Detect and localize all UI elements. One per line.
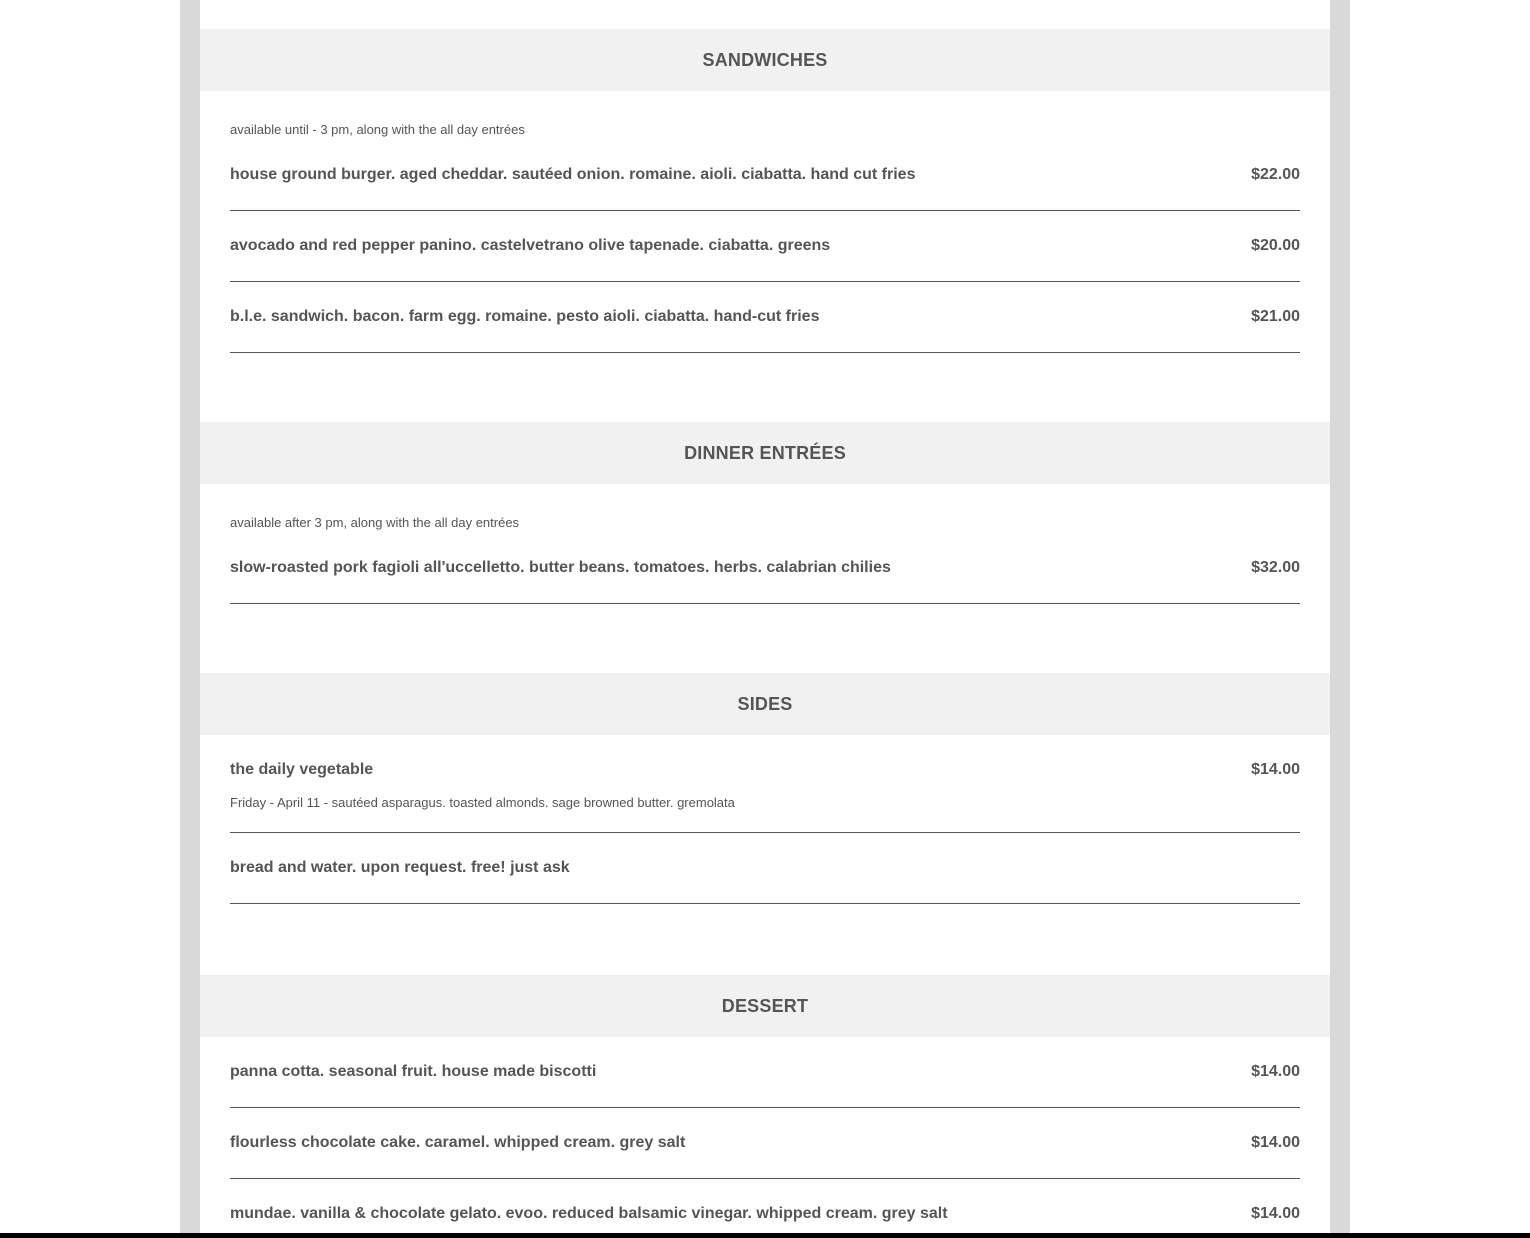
menu-item bbox=[230, 833, 1300, 904]
menu-item-price: $32.00 bbox=[1251, 559, 1300, 576]
menu-item-price: $14.00 bbox=[1251, 1063, 1300, 1080]
menu-item-price: $22.00 bbox=[1251, 166, 1300, 183]
menu-item-row bbox=[230, 533, 1300, 603]
menu-item-row bbox=[230, 1108, 1300, 1178]
menu-item bbox=[230, 140, 1300, 211]
menu-section-dinner-entrees bbox=[200, 422, 1330, 604]
menu-item-row bbox=[230, 1179, 1300, 1233]
menu-item-name: avocado and red pepper panino. castelvetrano olive tapenade. ciabatta. greens bbox=[230, 237, 831, 254]
menu-item bbox=[230, 1179, 1300, 1233]
section-items bbox=[200, 120, 1330, 353]
menu-item bbox=[230, 211, 1300, 282]
menu-item-name: mundae. vanilla & chocolate gelato. evoo. reduced balsamic vinegar. whipped cream. grey salt bbox=[230, 1205, 948, 1222]
section-title: DESSERT bbox=[200, 975, 1330, 1037]
menu-item-name: flourless chocolate cake. caramel. whipped cream. grey salt bbox=[230, 1134, 686, 1151]
section-items bbox=[200, 513, 1330, 604]
menu-item-price: $14.00 bbox=[1251, 1134, 1300, 1151]
menu-item-name: slow-roasted pork fagioli all'uccelletto. butter beans. tomatoes. herbs. calabrian chilies bbox=[230, 559, 891, 576]
menu-item-row bbox=[230, 833, 1300, 903]
menu-section-sides bbox=[200, 673, 1330, 904]
section-items bbox=[200, 1037, 1330, 1233]
section-note: available until - 3 pm, along with the all day entrées bbox=[230, 122, 525, 137]
menu-item-price: $14.00 bbox=[1251, 1205, 1300, 1222]
menu-item bbox=[230, 735, 1300, 833]
menu-item bbox=[230, 1037, 1300, 1108]
menu-item-price: $21.00 bbox=[1251, 308, 1300, 325]
menu-item bbox=[230, 1108, 1300, 1179]
menu-item bbox=[230, 533, 1300, 604]
menu-item-name: bread and water. upon request. free! just ask bbox=[230, 859, 570, 876]
menu-item-row bbox=[230, 282, 1300, 352]
menu-section-sandwiches bbox=[200, 29, 1330, 353]
menu-item-name: the daily vegetable bbox=[230, 761, 374, 778]
menu-sheet bbox=[200, 0, 1330, 1233]
section-title: SIDES bbox=[200, 673, 1330, 735]
section-items bbox=[200, 735, 1330, 904]
menu-item bbox=[230, 282, 1300, 353]
section-note: available after 3 pm, along with the all day entrées bbox=[230, 515, 520, 530]
menu-item-price: $14.00 bbox=[1251, 761, 1300, 778]
menu-item-price: $20.00 bbox=[1251, 237, 1300, 254]
page-frame bbox=[180, 0, 1350, 1233]
section-title: SANDWICHES bbox=[200, 29, 1330, 91]
menu-section-dessert bbox=[200, 975, 1330, 1233]
menu-item-row bbox=[230, 211, 1300, 281]
menu-item-name: panna cotta. seasonal fruit. house made biscotti bbox=[230, 1063, 597, 1080]
section-title: DINNER ENTRÉES bbox=[200, 422, 1330, 484]
menu-item-row bbox=[230, 1037, 1300, 1107]
menu-item-description: Friday - April 11 - sautéed asparagus. toasted almonds. sage browned butter. gremolata bbox=[230, 795, 735, 810]
window-bottom-edge bbox=[0, 1233, 1530, 1238]
menu-item-row bbox=[230, 140, 1300, 210]
menu-item-name: house ground burger. aged cheddar. sautéed onion. romaine. aioli. ciabatta. hand cut fries bbox=[230, 166, 916, 183]
menu-item-name: b.l.e. sandwich. bacon. farm egg. romaine. pesto aioli. ciabatta. hand-cut fries bbox=[230, 308, 820, 325]
